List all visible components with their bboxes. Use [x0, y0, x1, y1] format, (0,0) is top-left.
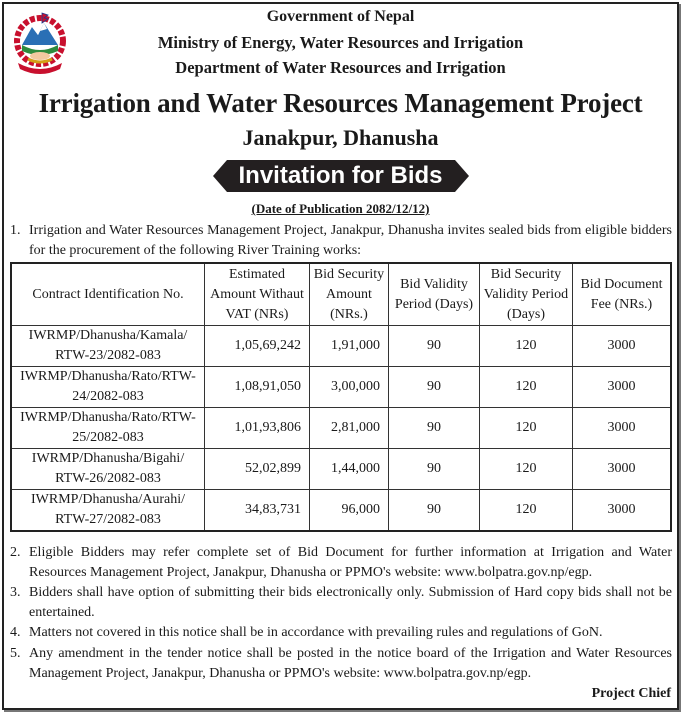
- header-doc-fee: Bid Document Fee (NRs.): [573, 263, 672, 326]
- project-title: Irrigation and Water Resources Management Project: [38, 88, 643, 118]
- paragraph-text: Irrigation and Water Resources Management Project, Janakpur, Dhanusha invites sealed bids from eligible bidders for the procurement of the following River Training works:: [29, 223, 672, 258]
- cell-security-validity: 120: [480, 326, 573, 367]
- invitation-banner: Invitation for Bids: [227, 160, 455, 192]
- cell-estimated-amount: 1,01,93,806: [205, 408, 310, 449]
- government-title: Government of Nepal: [266, 8, 415, 25]
- cell-estimated-amount: 1,08,91,050: [205, 367, 310, 408]
- cell-doc-fee: 3000: [573, 490, 672, 532]
- table-row: [11, 490, 671, 532]
- cell-doc-fee: 3000: [573, 326, 672, 367]
- header-bid-validity: Bid Validity Period (Days): [389, 263, 480, 326]
- cell-bid-security: 2,81,000: [310, 408, 389, 449]
- paragraph-number: 3.: [10, 585, 21, 600]
- paragraph-3: [10, 583, 672, 623]
- cell-security-validity: 120: [480, 490, 573, 532]
- cell-doc-fee: 3000: [573, 449, 672, 490]
- paragraph-text: Matters not covered in this notice shall be in accordance with prevailing rules and regulations of GoN.: [29, 625, 603, 640]
- signoff: Project Chief: [591, 686, 671, 701]
- cell-bid-security: 96,000: [310, 490, 389, 532]
- cell-contract-id: IWRMP/Dhanusha/Bigahi/ RTW-26/2082-083: [11, 449, 205, 490]
- cell-bid-validity: 90: [389, 408, 480, 449]
- bids-table: [10, 262, 672, 532]
- cell-doc-fee: 3000: [573, 367, 672, 408]
- paragraph-number: 1.: [10, 223, 21, 238]
- paragraph-5: [10, 644, 672, 684]
- paragraph-text: Any amendment in the tender notice shall be posted in the notice board of the Irrigation and Water Resources Management Project, Janakpur, Dhanusha or PPMO's website: www.bolpatra.gov.np/egp.: [29, 646, 672, 681]
- paragraph-number: 5.: [10, 646, 21, 661]
- cell-bid-validity: 90: [389, 326, 480, 367]
- paragraph-2: [10, 543, 672, 583]
- paragraph-text: Bidders shall have option of submitting their bids electronically only. Submission of Hard copy bids shall not be entertained.: [29, 585, 672, 620]
- paragraph-number: 4.: [10, 625, 21, 640]
- cell-bid-validity: 90: [389, 490, 480, 532]
- department-title: Department of Water Resources and Irrigation: [175, 58, 506, 77]
- cell-estimated-amount: 34,83,731: [205, 490, 310, 532]
- table-row: [11, 367, 671, 408]
- cell-estimated-amount: 1,05,69,242: [205, 326, 310, 367]
- table-row: [11, 326, 671, 367]
- header-estimated-amount: Estimated Amount Withaut VAT (NRs): [205, 263, 310, 326]
- cell-contract-id: IWRMP/Dhanusha/Rato/RTW- 25/2082-083: [11, 408, 205, 449]
- cell-bid-security: 3,00,000: [310, 367, 389, 408]
- cell-estimated-amount: 52,02,899: [205, 449, 310, 490]
- cell-bid-validity: 90: [389, 367, 480, 408]
- cell-doc-fee: 3000: [573, 408, 672, 449]
- notice-frame: [2, 2, 679, 710]
- cell-contract-id: IWRMP/Dhanusha/Aurahi/ RTW-27/2082-083: [11, 490, 205, 532]
- table-row: [11, 408, 671, 449]
- ministry-title: Ministry of Energy, Water Resources and Irrigation: [157, 33, 524, 52]
- paragraph-1: [10, 221, 672, 261]
- cell-security-validity: 120: [480, 367, 573, 408]
- cell-bid-validity: 90: [389, 449, 480, 490]
- cell-security-validity: 120: [480, 408, 573, 449]
- cell-contract-id: IWRMP/Dhanusha/Rato/RTW- 24/2082-083: [11, 367, 205, 408]
- header-security-validity: Bid Security Validity Period (Days): [480, 263, 573, 326]
- cell-bid-security: 1,91,000: [310, 326, 389, 367]
- paragraph-text: Eligible Bidders may refer complete set of Bid Document for further information at Irrigation and Water Resources Management Project, Janakpur, Dhanusha or PPMO's website: www.bolpatra.gov.np/egp.: [29, 545, 672, 580]
- table-header-row: [11, 263, 671, 326]
- header-contract-id: Contract Identification No.: [11, 263, 205, 326]
- paragraph-4: [10, 623, 672, 643]
- cell-bid-security: 1,44,000: [310, 449, 389, 490]
- header-bid-security: Bid Security Amount (NRs.): [310, 263, 389, 326]
- cell-contract-id: IWRMP/Dhanusha/Kamala/ RTW-23/2082-083: [11, 326, 205, 367]
- paragraph-number: 2.: [10, 545, 21, 560]
- location-title: Janakpur, Dhanusha: [242, 125, 439, 150]
- publication-date: (Date of Publication 2082/12/12): [251, 201, 430, 216]
- banner-wrap: [4, 160, 677, 192]
- table-row: [11, 449, 671, 490]
- cell-security-validity: 120: [480, 449, 573, 490]
